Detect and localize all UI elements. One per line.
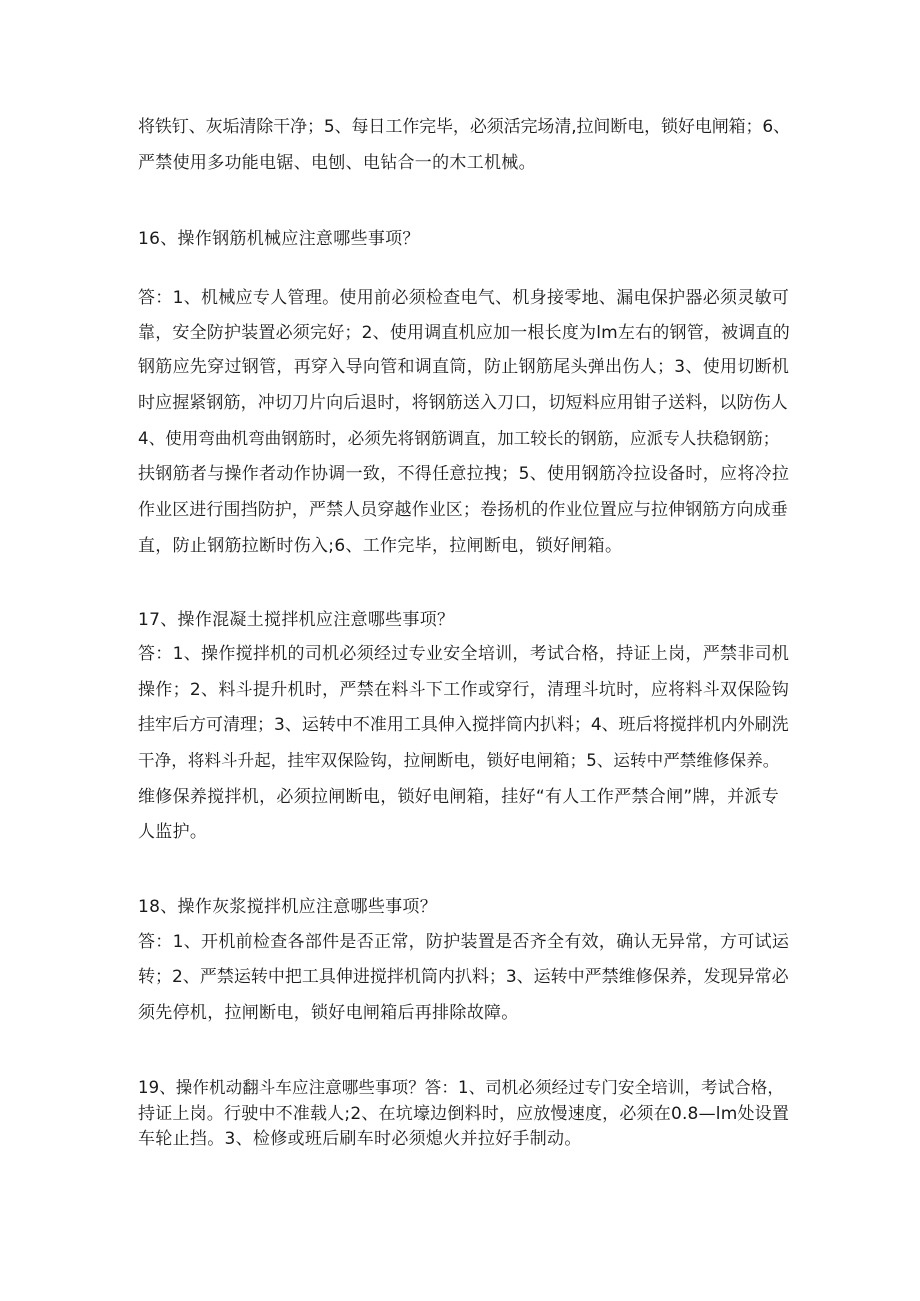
text-line: 严禁使用多功能电锯、电刨、电钻合一的木工机械。: [138, 153, 536, 173]
text-line: 4、使用弯曲机弯曲钢筋时，必须先将钢筋调直，加工较长的钢筋，应派专人扶稳钢筋；: [138, 429, 780, 448]
question-heading-19: 19、操作机动翻斗车应注意哪些事项？答：1、司机必须经过专门安全培训，考试合格，: [138, 1078, 784, 1097]
text-line: 人监护。: [138, 822, 208, 842]
text-line: 维修保养搅拌机，必须拉闸断电，锁好电闸箱，挂好“有人工作严禁合闸”牌，并派专: [138, 787, 780, 807]
text-line: 持证上岗。行驶中不准载人;2、在坑壕边倒料时，应放慢速度，必须在0.8—lm处设置: [138, 1104, 790, 1124]
text-line: 操作；2、料斗提升机时，严禁在料斗下工作或穿行，清理斗坑时，应将料斗双保险钩: [138, 680, 790, 700]
text-line: 扶钢筋者与操作者动作协调一致，不得任意拉拽；5、使用钢筋冷拉设备时，应将冷拉: [138, 464, 790, 484]
text-line: 直，防止钢筋拉断时伤入;6、工作完毕，拉闸断电，锁好闸箱。: [138, 536, 623, 556]
text-line: 挂牢后方可清理；3、运转中不准用工具伸入搅拌筒内扒料；4、班后将搅拌机内外刷洗: [138, 715, 789, 735]
text-line: 干净，将料斗升起，挂牢双保险钩，拉闸断电，锁好电闸箱；5、运转中严禁维修保养。: [138, 751, 780, 770]
text-line: 靠，安全防护装置必须完好；2、使用调直机应加一根长度为lm左右的钢管，被调直的: [138, 323, 790, 343]
question-heading-17: 17、操作混凝土搅拌机应注意哪些事项？: [138, 610, 455, 630]
text-line: 答：1、机械应专人管理。使用前必须检查电气、机身接零地、漏电保护器必须灵敏可: [138, 288, 790, 308]
question-heading-18: 18、操作灰浆搅拌机应注意哪些事项？: [138, 897, 438, 917]
text-line: 将铁钉、灰垢清除干净；5、每日工作完毕，必须活完场清,拉间断电，锁好电闸箱；6、: [138, 117, 791, 137]
text-line: 须先停机，拉闸断电，锁好电闸箱后再排除故障。: [138, 1003, 519, 1023]
text-line: 钢筋应先穿过钢管，再穿入导向管和调直筒，防止钢筋尾头弹出伤人；3、使用切断机: [138, 357, 790, 377]
question-heading-16: 16、操作钢筋机械应注意哪些事项？: [138, 229, 420, 249]
text-line: 答：1、操作搅拌机的司机必须经过专业安全培训，考试合格，持证上岗，严禁非司机: [138, 644, 790, 664]
text-line: 作业区进行围挡防护，严禁人员穿越作业区；卷扬机的作业位置应与拉伸钢筋方向成垂: [138, 500, 788, 520]
text-line: 答：1、开机前检查各部件是否正常，防护装置是否齐全有效，确认无异常，方可试运: [138, 932, 790, 952]
text-line: 车轮止挡。3、检修或班后刷车时必须熄火并拉好手制动。: [138, 1129, 582, 1149]
text-line: 时应握紧钢筋，冲切刀片向后退时，将钢筋送入刀口，切短料应用钳子送料，以防伤人: [138, 393, 788, 413]
text-line: 转；2、严禁运转中把工具伸进搅拌机筒内扒料；3、运转中严禁维修保养，发现异常必: [138, 967, 789, 987]
